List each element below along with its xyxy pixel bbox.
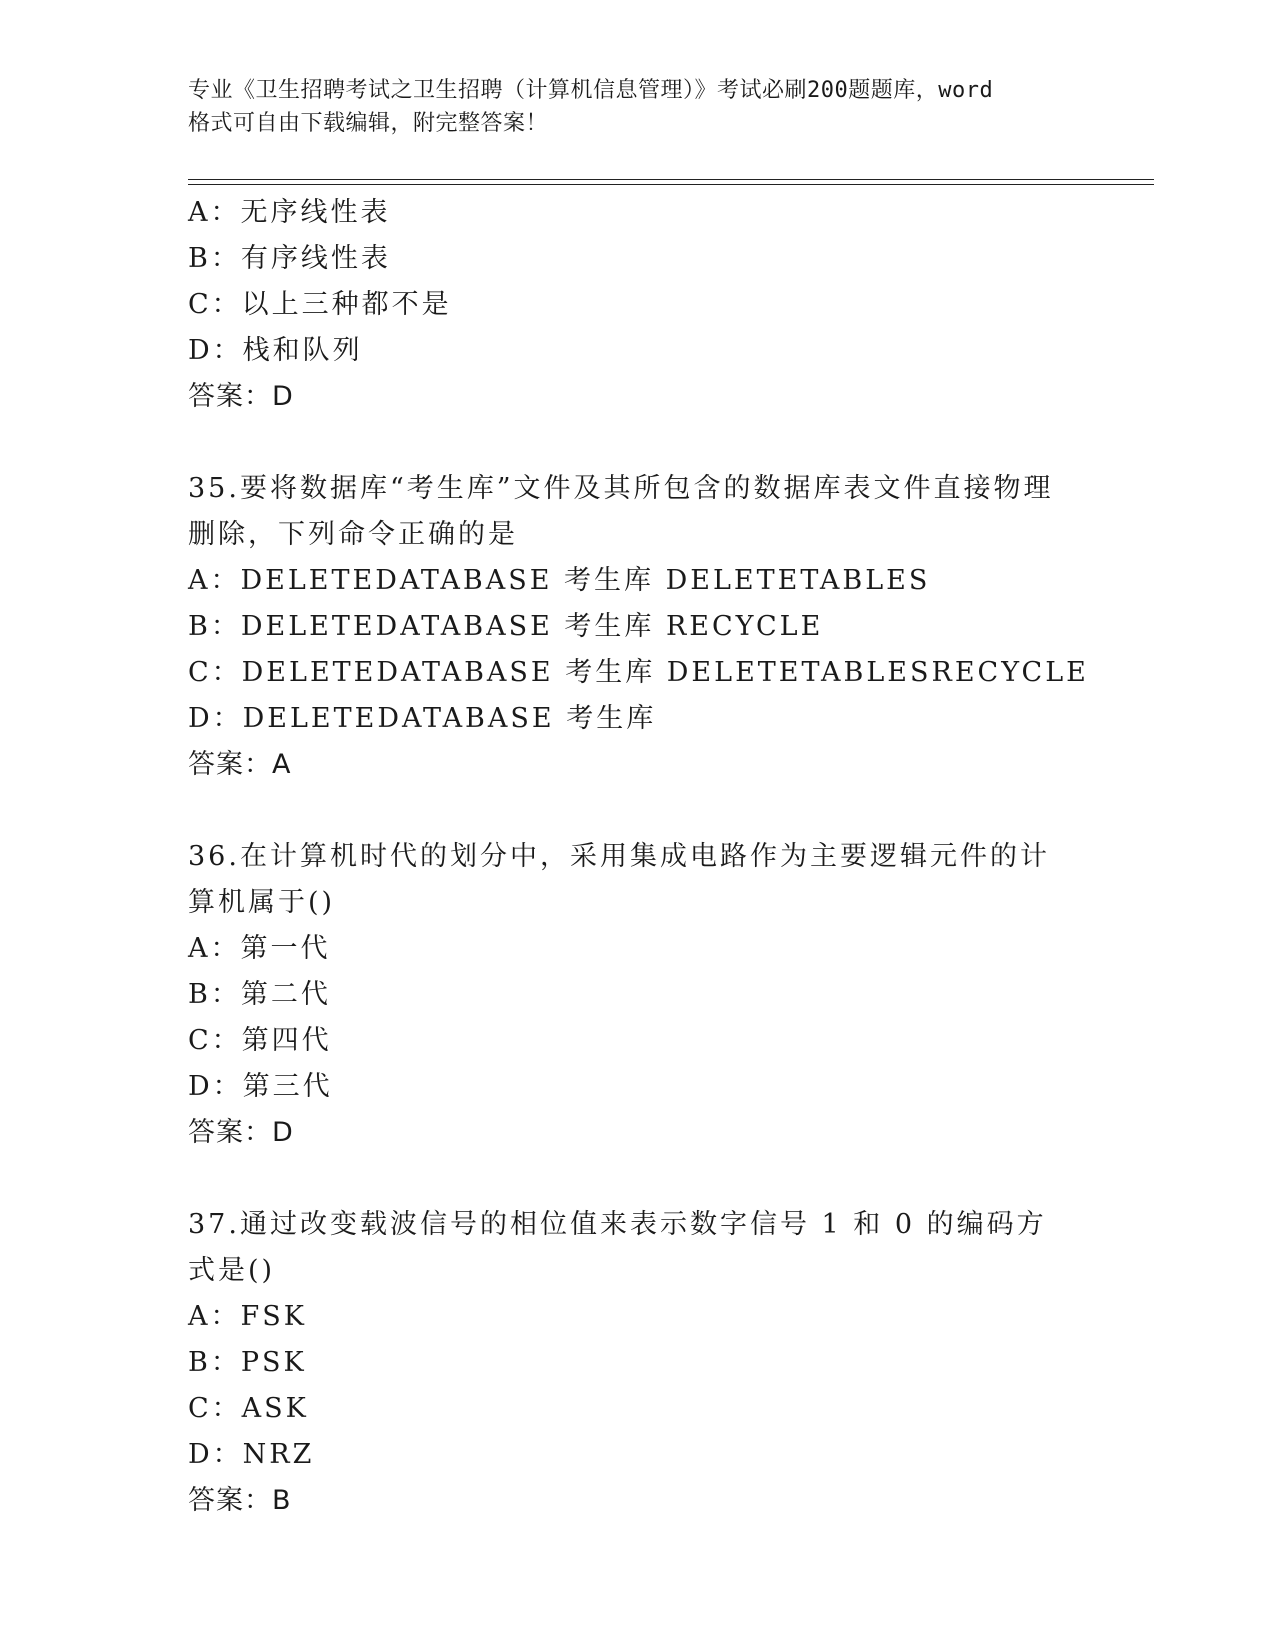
answer: 答案：D bbox=[188, 1117, 294, 1148]
header-divider-top bbox=[188, 179, 1154, 180]
option-b: B：有序线性表 bbox=[188, 243, 391, 274]
option-d: D：第三代 bbox=[188, 1071, 333, 1102]
option-a: A：无序线性表 bbox=[188, 197, 391, 228]
option-d: D：DELETEDATABASE 考生库 bbox=[188, 703, 657, 734]
answer: 答案：B bbox=[188, 1485, 292, 1516]
spacer bbox=[188, 1156, 1088, 1202]
option-b: B：第二代 bbox=[188, 979, 331, 1010]
question-text: 35.要将数据库“考生库”文件及其所包含的数据库表文件直接物理删除，下列命令正确的是 bbox=[188, 473, 1054, 550]
question-34 bbox=[188, 190, 1088, 420]
question-text: 36.在计算机时代的划分中，采用集成电路作为主要逻辑元件的计算机属于() bbox=[188, 841, 1050, 918]
option-c: C：ASK bbox=[188, 1393, 309, 1424]
question-37 bbox=[188, 1202, 1088, 1524]
option-b: B：DELETEDATABASE 考生库 RECYCLE bbox=[188, 611, 824, 642]
header-line-1: 专业《卫生招聘考试之卫生招聘（计算机信息管理）》考试必刷200题题库，word bbox=[188, 78, 994, 103]
header-divider-bottom bbox=[188, 184, 1154, 185]
header-line-2: 格式可自由下载编辑，附完整答案！ bbox=[188, 111, 549, 136]
answer: 答案：D bbox=[188, 381, 294, 412]
question-text: 37.通过改变载波信号的相位值来表示数字信号 1 和 0 的编码方式是() bbox=[188, 1209, 1047, 1286]
document-header bbox=[188, 74, 1088, 140]
option-d: D：NRZ bbox=[188, 1439, 315, 1470]
question-list bbox=[188, 190, 1088, 1524]
option-a: A：第一代 bbox=[188, 933, 331, 964]
option-a: A：DELETEDATABASE 考生库 DELETETABLES bbox=[188, 565, 931, 596]
option-d: D：栈和队列 bbox=[188, 335, 363, 366]
option-c: C：以上三种都不是 bbox=[188, 289, 452, 320]
spacer bbox=[188, 788, 1088, 834]
answer: 答案：A bbox=[188, 749, 292, 780]
option-c: C：DELETEDATABASE 考生库 DELETETABLESRECYCLE bbox=[188, 657, 1089, 688]
spacer bbox=[188, 420, 1088, 466]
option-a: A：FSK bbox=[188, 1301, 307, 1332]
option-b: B：PSK bbox=[188, 1347, 307, 1378]
option-c: C：第四代 bbox=[188, 1025, 332, 1056]
question-35 bbox=[188, 466, 1088, 788]
question-36 bbox=[188, 834, 1088, 1156]
